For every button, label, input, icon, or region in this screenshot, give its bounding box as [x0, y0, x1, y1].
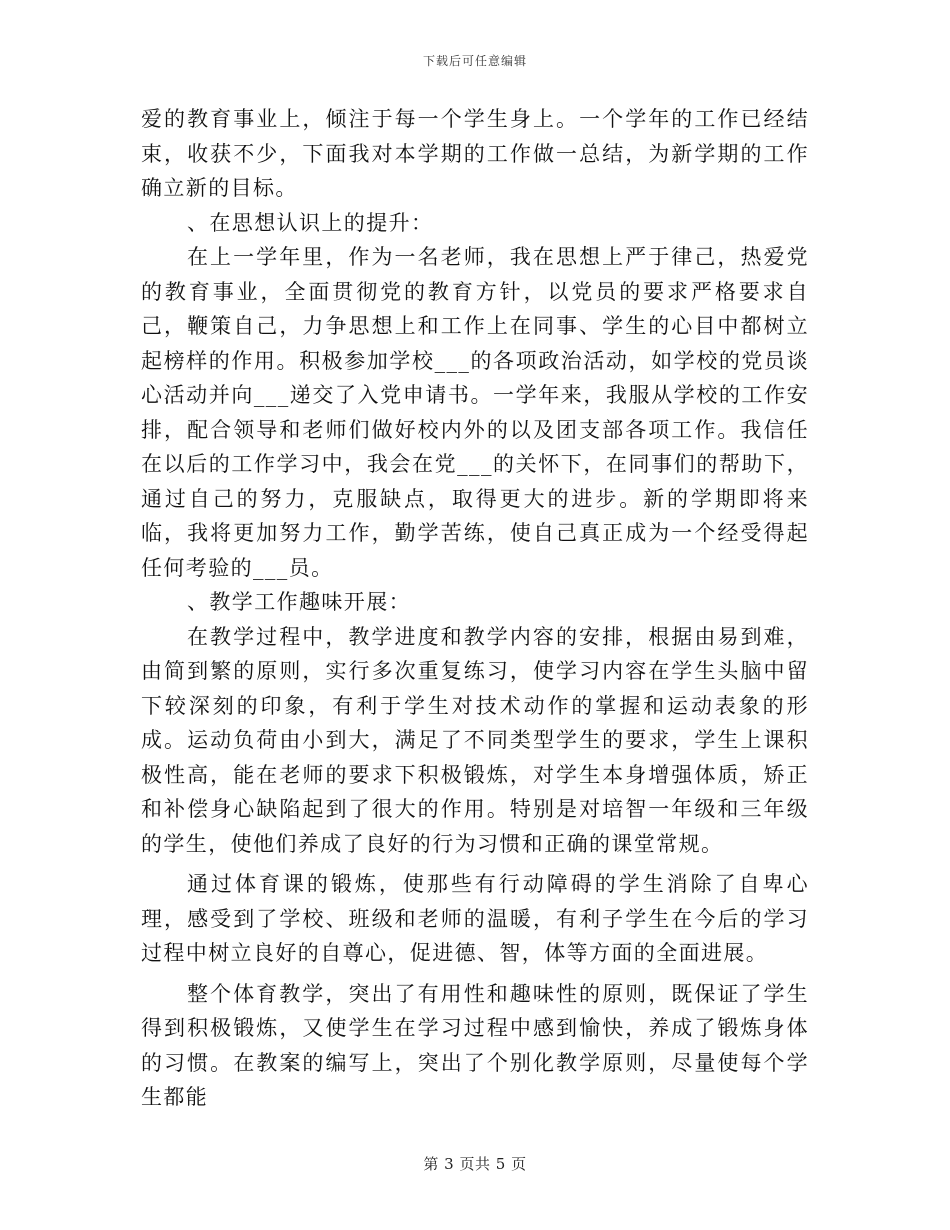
page-footer: 第 3 页共 5 页: [423, 1155, 527, 1173]
paragraph-intro: 爱的教育事业上，倾注于每一个学生身上。一个学年的工作已经结束，收获不少，下面我对本学期的工作做一总结，为新学期的工作确立新的目标。: [141, 107, 809, 200]
section-heading-ideology: 、在思想认识上的提升：: [187, 210, 434, 235]
document-body: [141, 102, 809, 1115]
paragraph-ideology: 在上一学年里，作为一名老师，我在思想上严于律己，热爱党的教育事业，全面贯彻党的教育方针，以党员的要求严格要求自己，鞭策自己，力争思想上和工作上在同事、学生的心目中都树立起榜样的作用。积极参加学校___的各项政治活动，如学校的党员谈心活动并向___递交了入党申请书。一学年来，我服从学校的工作安排，配合领导和老师们做好校内外的以及团支部各项工作。我信任在以后的工作学习中，我会在党___的关怀下，在同事们的帮助下，通过自己的努力，克服缺点，取得更大的进步。新的学期即将来临，我将更加努力工作，勤学苦练，使自己真正成为一个经受得起任何考验的___员。: [141, 245, 809, 580]
paragraph-pe-benefits: 通过体育课的锻炼，使那些有行动障碍的学生消除了自卑心理，感受到了学校、班级和老师的温暖，有利子学生在今后的学习过程中树立良好的自尊心，促进德、智，体等方面的全面进展。: [141, 872, 809, 965]
page-header: 下载后可任意编辑: [422, 54, 527, 68]
paragraph-pe-teaching: 整个体育教学，突出了有用性和趣味性的原则，既保证了学生得到积极锻炼，又使学生在学习过程中感到愉快，养成了锻炼身体的习惯。在教案的编写上，突出了个别化教学原则，尽量使每个学生都能: [141, 981, 809, 1109]
paragraph-teaching-process: 在教学过程中，教学进度和教学内容的安排，根据由易到难，由简到繁的原则，实行多次重复练习，使学习内容在学生头脑中留下较深刻的印象，有利于学生对技术动作的掌握和运动表象的形成。运动负荷由小到大，满足了不同类型学生的要求，学生上课积极性高，能在老师的要求下积极锻炼，对学生本身增强体质，矫正和补偿身心缺陷起到了很大的作用。特别是对培智一年级和三年级的学生，使他们养成了良好的行为习惯和正确的课堂常规。: [141, 624, 809, 856]
section-heading-teaching: 、教学工作趣味开展：: [187, 590, 411, 614]
